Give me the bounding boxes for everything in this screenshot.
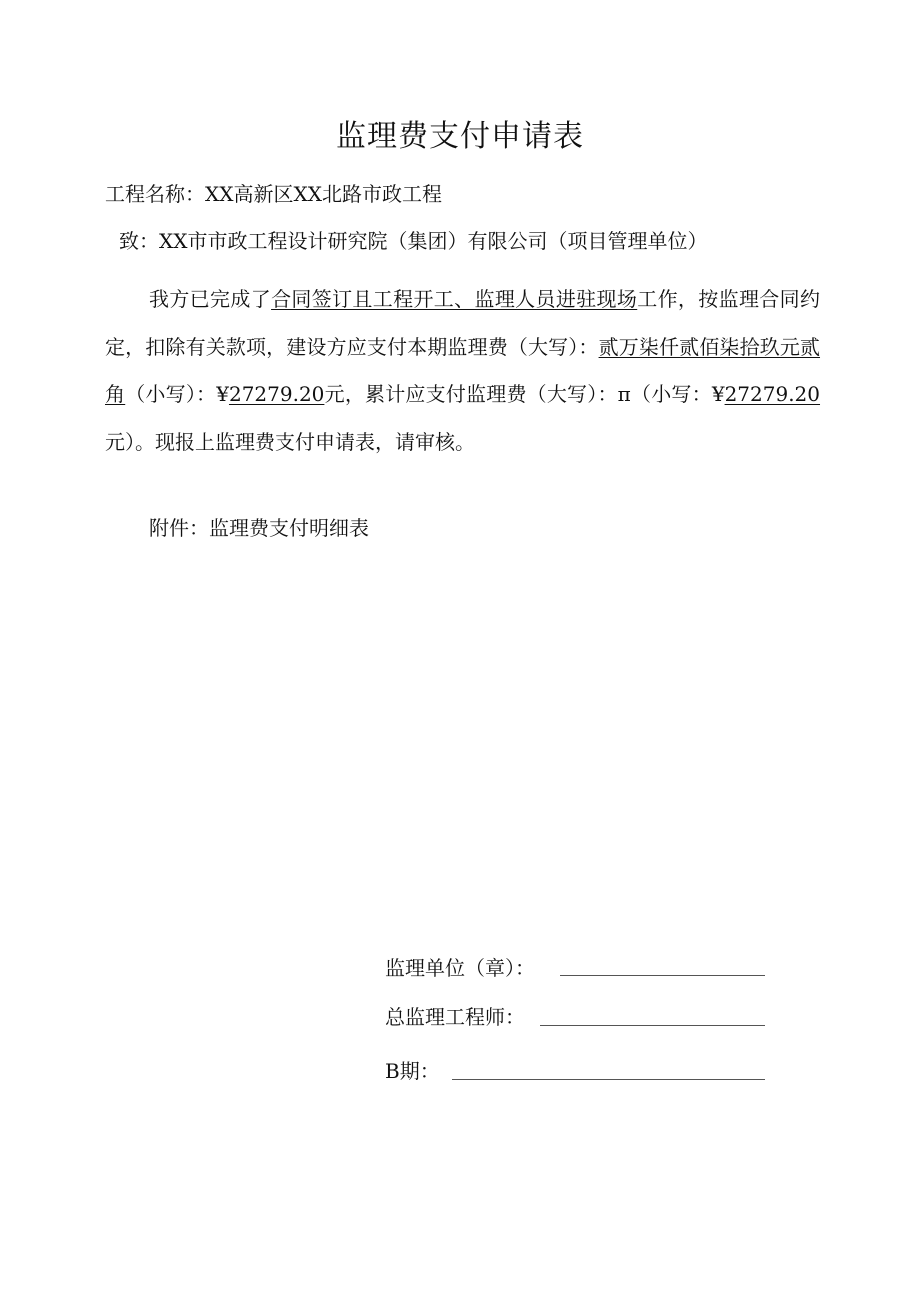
project-name-line: 工程名称：XX高新区XX北路市政工程	[105, 182, 442, 206]
application-paragraph	[105, 276, 820, 466]
current-amount-upper: 贰万柒仟贰佰柒拾玖元贰角	[105, 334, 821, 406]
intro-text: 我方已完成了	[149, 287, 272, 311]
date-signature-row	[385, 1057, 440, 1085]
completed-work-text: 合同签订且工程开工、监理人员进驻现场	[271, 287, 638, 311]
recipient-line: 致：XX市市政工程设计研究院（集团）有限公司（项目管理单位）	[119, 229, 708, 253]
supervision-unit-signature-row	[385, 954, 535, 982]
current-amount-small: 27279.20	[228, 382, 325, 406]
chief-engineer-blank[interactable]	[540, 1025, 765, 1026]
closing-text: 元）。现报上监理费支付申请表，请审核。	[105, 429, 475, 454]
supervision-unit-label: 监理单位（章）：	[385, 956, 535, 980]
attachment-line: 附件：监理费支付明细表	[149, 516, 369, 540]
cumulative-description-text: 元，累计应支付监理费（大写）：π（小写：¥	[324, 382, 725, 406]
cumulative-amount-small: 27279.20	[724, 382, 821, 406]
chief-engineer-signature-row	[385, 1003, 525, 1031]
document-title: 监理费支付申请表	[336, 119, 584, 154]
chief-engineer-label: 总监理工程师：	[385, 1005, 525, 1029]
supervision-unit-blank[interactable]	[560, 975, 765, 976]
payment-description-text: 工作，按监理合同约定，扣除有关款项，建设方应支付本期监理费（大写）：	[105, 287, 820, 359]
date-label: B期：	[385, 1059, 440, 1083]
date-blank[interactable]	[452, 1079, 765, 1080]
current-small-label: （小写）：¥	[125, 382, 229, 406]
